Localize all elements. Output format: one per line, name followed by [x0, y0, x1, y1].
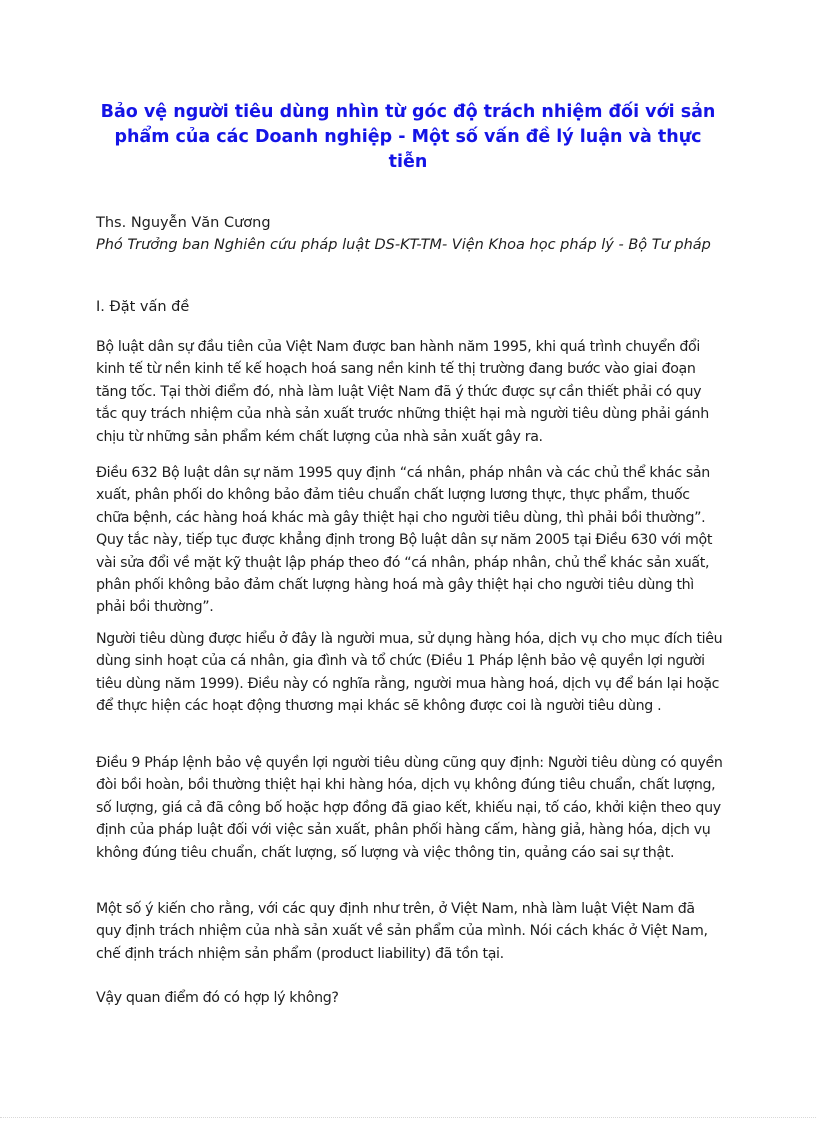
- section-heading: I. Đặt vấn đề: [96, 299, 190, 315]
- document-title: Bảo vệ người tiêu dùng nhìn từ góc độ trách nhiệm đối với sản phẩm của các Doanh nghiệp - Một số vấn đề lý luận và thực tiễn: [100, 102, 716, 172]
- author-name: Ths. Nguyễn Văn Cương: [96, 215, 271, 231]
- paragraph: Người tiêu dùng được hiểu ở đây là người mua, sử dụng hàng hóa, dịch vụ cho mục đích tiêu dùng sinh hoạt của cá nhân, gia đình và tổ chức (Điều 1 Pháp lệnh bảo vệ quyền lợi người tiêu dùng năm 1999). Điều này có nghĩa rằng, người mua hàng hoá, dịch vụ để bán lại hoặc để thực hiện các hoạt động thương mại khác sẽ không được coi là người tiêu dùng .: [96, 631, 723, 715]
- paragraph: Một số ý kiến cho rằng, với các quy định như trên, ở Việt Nam, nhà làm luật Việt Nam đã quy định trách nhiệm của nhà sản xuất về sản phẩm của mình. Nói cách khác ở Việt Nam, chế định trách nhiệm sản phẩm (product liability) đã tồn tại.: [96, 901, 708, 962]
- paragraph: Vậy quan điểm đó có hợp lý không?: [96, 990, 339, 1006]
- paragraph: Bộ luật dân sự đầu tiên của Việt Nam được ban hành năm 1995, khi quá trình chuyển đổi kinh tế từ nền kinh tế kế hoạch hoá sang nền kinh tế thị trường đang bước vào giai đoạn tăng tốc. Tại thời điểm đó, nhà làm luật Việt Nam đã ý thức được sự cần thiết phải có quy tắc quy trách nhiệm của nhà sản xuất trước những thiệt hại mà người tiêu dùng phải gánh chịu từ những sản phẩm kém chất lượng của nhà sản xuất gây ra.: [96, 339, 709, 445]
- author-role: Phó Trưởng ban Nghiên cứu pháp luật DS-KT-TM- Viện Khoa học pháp lý - Bộ Tư pháp: [96, 237, 711, 253]
- paragraph: Điều 632 Bộ luật dân sự năm 1995 quy định “cá nhân, pháp nhân và các chủ thể khác sản xuất, phân phối do không bảo đảm tiêu chuẩn chất lượng lương thực, thực phẩm, thuốc chữa bệnh, các hàng hoá khác mà gây thiệt hại cho người tiêu dùng, thì phải bồi thường”. Quy tắc này, tiếp tục được khẳng định trong Bộ luật dân sự năm 2005 tại Điều 630 với một vài sửa đổi về mặt kỹ thuật lập pháp theo đó “cá nhân, pháp nhân, chủ thể khác sản xuất, phân phối không bảo đảm chất lượng hàng hoá mà gây thiệt hại cho người tiêu dùng thì phải bồi thường”.: [96, 465, 713, 616]
- paragraph: Điều 9 Pháp lệnh bảo vệ quyền lợi người tiêu dùng cũng quy định: Người tiêu dùng có quyền đòi bồi hoàn, bồi thường thiệt hại khi hàng hóa, dịch vụ không đúng tiêu chuẩn, chất lượng, số lượng, giá cả đã công bố hoặc hợp đồng đã giao kết, khiếu nại, tố cáo, khởi kiện theo quy định của pháp luật đối với việc sản xuất, phân phối hàng cấm, hàng giả, hàng hóa, dịch vụ không đúng tiêu chuẩn, chất lượng, số lượng và việc thông tin, quảng cáo sai sự thật.: [96, 755, 723, 861]
- page-bottom-divider: [0, 1117, 816, 1118]
- author-block: [96, 212, 736, 256]
